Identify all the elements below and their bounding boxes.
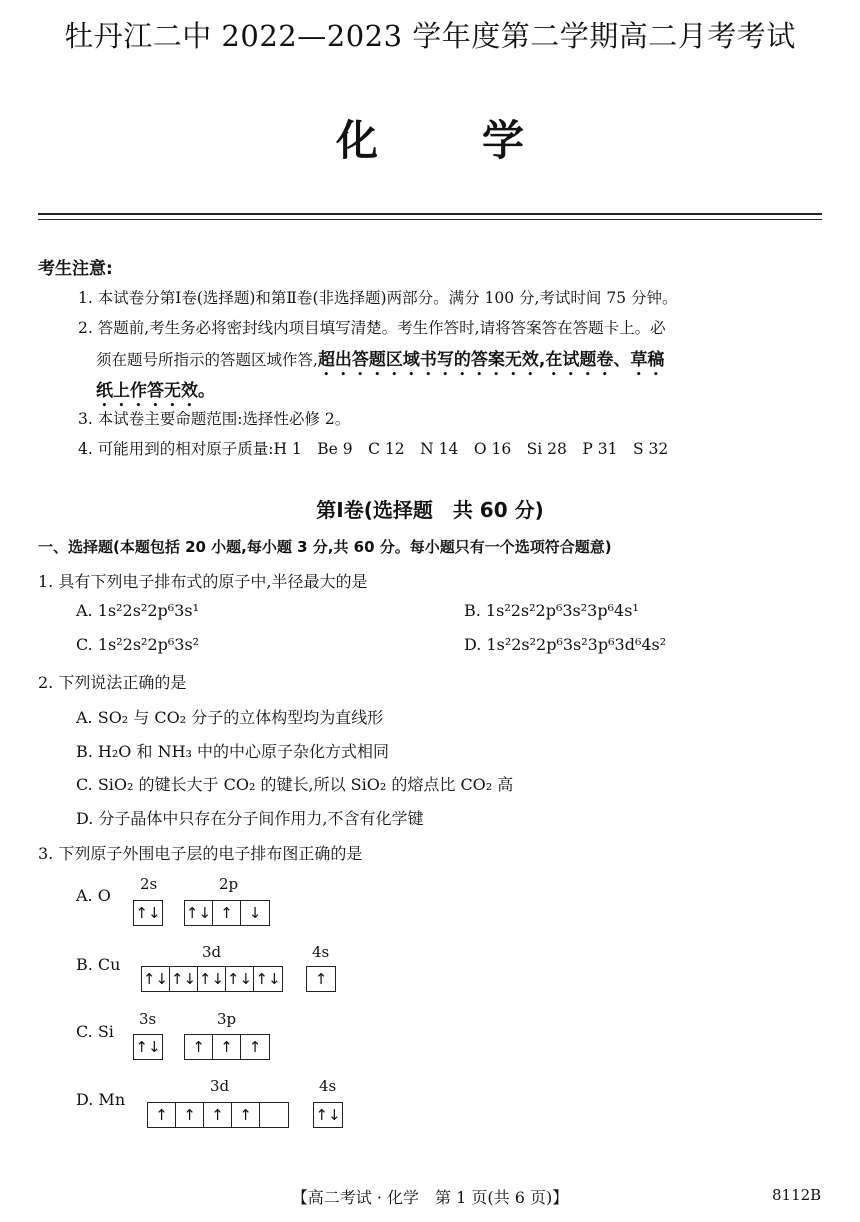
q1-option-d: D. 1s²2s²2p⁶3s²3p⁶3d⁶4s² — [464, 635, 667, 654]
q1-stem: 1. 具有下列电子排布式的原子中,半径最大的是 — [38, 572, 368, 591]
q3-c-sublevel-2: 3p — [217, 1010, 237, 1028]
notice-item-2-cont — [96, 345, 664, 380]
orbital-box: ↑ — [176, 1103, 204, 1127]
q3-a-orbital-group-2 — [184, 900, 270, 926]
q2-option-a: A. SO₂ 与 CO₂ 分子的立体构型均为直线形 — [76, 708, 384, 727]
q1-option-a: A. 1s²2s²2p⁶3s¹ — [76, 601, 199, 620]
q3-stem: 3. 下列原子外围电子层的电子排布图正确的是 — [38, 844, 363, 863]
notice-item-2-plain: 须在题号所指示的答题区域作答, — [96, 351, 318, 369]
subject-title — [0, 108, 860, 168]
notice-heading: 考生注意: — [38, 259, 113, 279]
orbital-box: ↑↓ — [135, 904, 161, 922]
q3-d-sublevel-2: 4s — [319, 1077, 337, 1095]
orbital-box: ↑↓ — [315, 1106, 341, 1124]
q3-b-orbital-group-1 — [141, 966, 283, 992]
orbital-box: ↑↓ — [135, 1038, 161, 1056]
orbital-box: ↑ — [248, 1038, 262, 1056]
q2-option-d: D. 分子晶体中只存在分子间作用力,不含有化学键 — [76, 809, 424, 828]
q3-a-orbital-group-1 — [133, 900, 163, 926]
orbital-box: ↑↓ — [185, 901, 213, 925]
orbital-box: ↑ — [148, 1103, 176, 1127]
q3-b-sublevel-2: 4s — [312, 943, 330, 961]
orbital-box: ↑ — [314, 970, 328, 988]
paper-code: 8112B — [772, 1186, 822, 1204]
orbital-box: ↑↓ — [170, 967, 198, 991]
section-title: 第Ⅰ卷(选择题 共 60 分) — [316, 498, 544, 522]
orbital-box: ↑ — [213, 901, 241, 925]
orbital-box: ↑ — [204, 1103, 232, 1127]
orbital-box: ↑↓ — [255, 970, 281, 988]
orbital-box: ↑↓ — [142, 967, 170, 991]
q1-option-b: B. 1s²2s²2p⁶3s²3p⁶4s¹ — [464, 601, 639, 620]
q3-option-c-label: C. Si — [76, 1022, 114, 1041]
q3-a-sublevel-1: 2s — [140, 875, 158, 893]
q3-b-orbital-group-2 — [306, 966, 336, 992]
q3-option-d-label: D. Mn — [76, 1090, 126, 1109]
exam-title: 牡丹江二中 2022—2023 学年度第二学期高二月考考试 — [64, 19, 796, 53]
q3-d-sublevel-1: 3d — [210, 1077, 230, 1095]
header-rule-thin — [38, 219, 822, 220]
q3-a-sublevel-2: 2p — [219, 875, 239, 893]
notice-item-3: 3. 本试卷主要命题范围:选择性必修 2。 — [78, 410, 351, 428]
notice-emphasis-1: 超出答题区域书写的答案无效,在试题卷、草稿 — [317, 350, 665, 370]
q3-c-sublevel-1: 3s — [139, 1010, 157, 1028]
q2-option-b: B. H₂O 和 NH₃ 中的中心原子杂化方式相同 — [76, 742, 390, 761]
q3-d-orbital-group-1 — [147, 1102, 289, 1128]
subject-char-1: 化 — [335, 116, 378, 165]
notice-emphasis-2: 纸上作答无效。 — [96, 381, 215, 401]
part-heading: 一、选择题(本题包括 20 小题,每小题 3 分,共 60 分。每小题只有一个选项符合题意) — [38, 538, 612, 556]
subject-char-2: 学 — [482, 116, 525, 165]
notice-item-4: 4. 可能用到的相对原子质量:H 1 Be 9 C 12 N 14 O 16 Si 28 P 31 S 32 — [78, 440, 669, 458]
notice-item-2-end — [96, 376, 215, 411]
orbital-box: ↓ — [248, 904, 262, 922]
header-rule-thick — [38, 213, 822, 215]
q3-option-a-label: A. O — [76, 886, 111, 905]
q2-stem: 2. 下列说法正确的是 — [38, 673, 187, 692]
q1-option-c: C. 1s²2s²2p⁶3s² — [76, 635, 200, 654]
orbital-box: ↑↓ — [226, 967, 254, 991]
q2-option-c: C. SiO₂ 的键长大于 CO₂ 的键长,所以 SiO₂ 的熔点比 CO₂ 高 — [76, 775, 514, 794]
orbital-box: ↑ — [185, 1035, 213, 1059]
q3-d-orbital-group-2 — [313, 1102, 343, 1128]
q3-c-orbital-group-1 — [133, 1034, 163, 1060]
orbital-box: ↑↓ — [198, 967, 226, 991]
orbital-box: ↑ — [213, 1035, 241, 1059]
orbital-box: ↑ — [232, 1103, 260, 1127]
orbital-box — [260, 1103, 288, 1127]
notice-item-2: 2. 答题前,考生务必将密封线内项目填写清楚。考生作答时,请将答案答在答题卡上。必 — [78, 319, 666, 337]
q3-option-b-label: B. Cu — [76, 955, 121, 974]
notice-item-1: 1. 本试卷分第Ⅰ卷(选择题)和第Ⅱ卷(非选择题)两部分。满分 100 分,考试时间 75 分钟。 — [78, 289, 678, 307]
page-footer: 【高二考试 · 化学 第 1 页(共 6 页)】 — [291, 1188, 569, 1207]
q3-b-sublevel-1: 3d — [202, 943, 222, 961]
q3-c-orbital-group-2 — [184, 1034, 270, 1060]
